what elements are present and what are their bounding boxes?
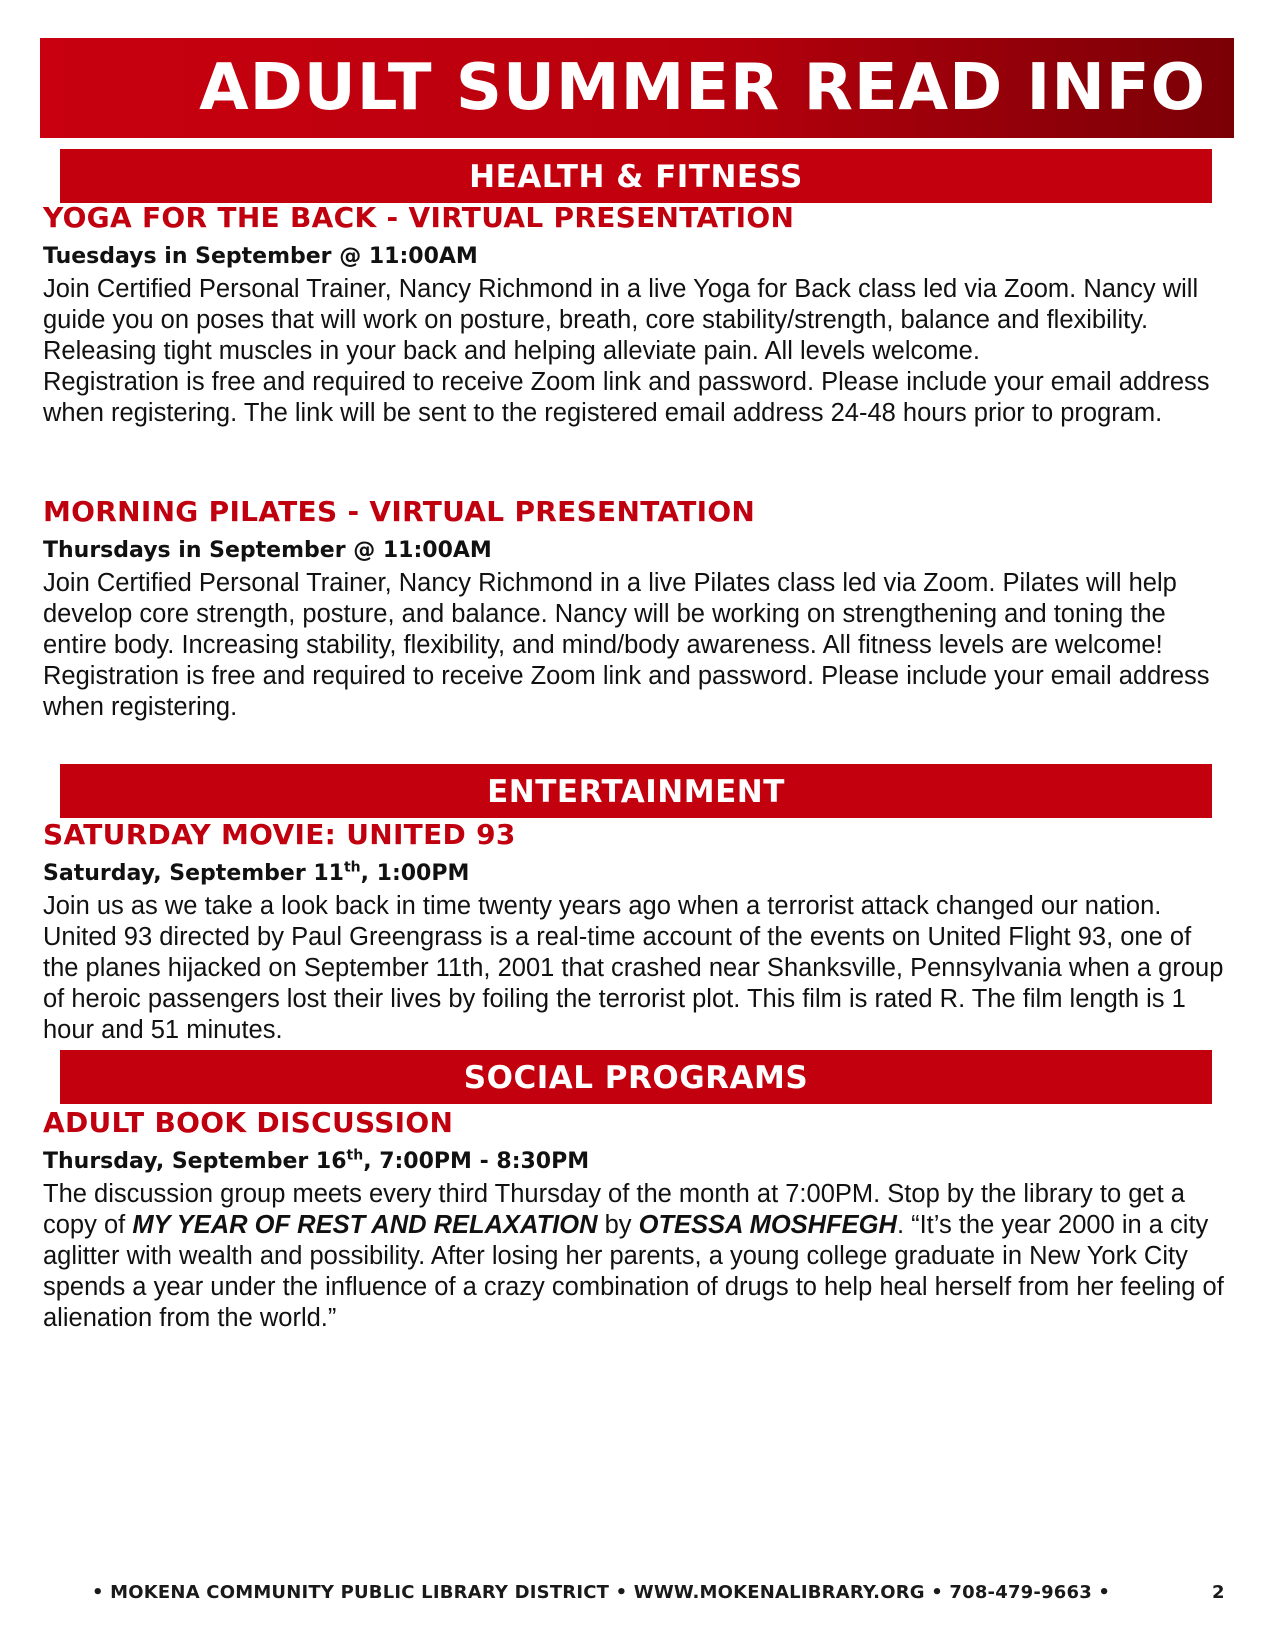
event-description — [43, 274, 1233, 429]
section-heading-social: SOCIAL PROGRAMS — [60, 1050, 1212, 1104]
event-description-text — [43, 1179, 1233, 1334]
event-movie — [43, 818, 1233, 1046]
description-part: . “It’s the year 2000 in a city aglitter with wealth and possibility. After losing her parents, a young college graduate in New York City spends a year under the influence of a crazy combination of drugs to help heal herself from her feeling of alienation from the world.” — [43, 1211, 1224, 1332]
book-author: OTESSA MOSHFEGH — [638, 1211, 897, 1239]
description-part: The discussion group meets every third Thursday of the month at 7:00PM. Stop by the library to get a copy of — [43, 1180, 1185, 1239]
event-description-text: Join Certified Personal Trainer, Nancy Richmond in a live Yoga for Back class led via Zoom. Nancy will guide you on poses that will work on posture, breath, core stability/strength, balance and flexibility. Releasing tight muscles in your back and helping alleviate pain. All levels welcome. — [43, 275, 1199, 365]
event-title: ADULT BOOK DISCUSSION — [43, 1106, 454, 1139]
event-description-text: Join Certified Personal Trainer, Nancy Richmond in a live Pilates class led via Zoom. Pilates will help develop core strength, posture, and balance. Nancy will be working on strengthening and toning the entire body. Increasing stability, flexibility, and mind/body awareness. All fitness levels are welcome! — [43, 569, 1177, 659]
section-heading-health: HEALTH & FITNESS — [60, 149, 1212, 203]
event-registration-text: Registration is free and required to receive Zoom link and password. Please include your email address when registering. — [43, 662, 1210, 721]
title-banner — [40, 38, 1234, 138]
page-title: ADULT SUMMER READ INFO — [199, 51, 1206, 125]
event-description — [43, 568, 1233, 723]
event-date-prefix: Thursday, September 16 — [43, 1149, 347, 1174]
event-title: YOGA FOR THE BACK - VIRTUAL PRESENTATION — [43, 201, 795, 234]
event-title: MORNING PILATES - VIRTUAL PRESENTATION — [43, 495, 756, 528]
event-date-suffix: th — [346, 1147, 364, 1164]
event-date — [43, 860, 1233, 888]
event-date-rest: , 1:00PM — [360, 861, 470, 886]
event-description — [43, 891, 1233, 1046]
event-pilates — [43, 495, 1233, 723]
page-footer — [0, 1578, 1275, 1608]
footer-contact-line: • MOKENA COMMUNITY PUBLIC LIBRARY DISTRICT • WWW.MOKENALIBRARY.ORG • 708-479-9663 • — [92, 1582, 1111, 1603]
event-date: Thursdays in September @ 11:00AM — [43, 538, 492, 563]
description-part: by — [597, 1211, 639, 1239]
event-date-suffix: th — [343, 859, 361, 876]
event-date: Tuesdays in September @ 11:00AM — [43, 244, 478, 269]
section-heading-entertainment: ENTERTAINMENT — [60, 764, 1212, 818]
book-title: MY YEAR OF REST AND RELAXATION — [132, 1211, 598, 1239]
event-yoga — [43, 201, 1233, 429]
event-book-discussion — [43, 1106, 1233, 1334]
event-date — [43, 1148, 1233, 1176]
event-date-rest: , 7:00PM - 8:30PM — [363, 1149, 590, 1174]
event-description-text: Join us as we take a look back in time twenty years ago when a terrorist attack changed our nation. United 93 directed by Paul Greengrass is a real-time account of the events on United Flight 93, one of the planes hijacked on September 11th, 2001 that crashed near Shanksville, Pennsylvania when a group of heroic passengers lost their lives by foiling the terrorist plot. This film is rated R. The film length is 1 hour and 51 minutes. — [43, 892, 1224, 1044]
event-date-prefix: Saturday, September 11 — [43, 861, 344, 886]
page-number: 2 — [1212, 1582, 1225, 1603]
event-registration-text: Registration is free and required to receive Zoom link and password. Please include your email address when registering. The link will be sent to the registered email address 24-48 hours prior to program. — [43, 368, 1210, 427]
event-title: SATURDAY MOVIE: UNITED 93 — [43, 818, 516, 851]
event-description — [43, 1179, 1233, 1334]
